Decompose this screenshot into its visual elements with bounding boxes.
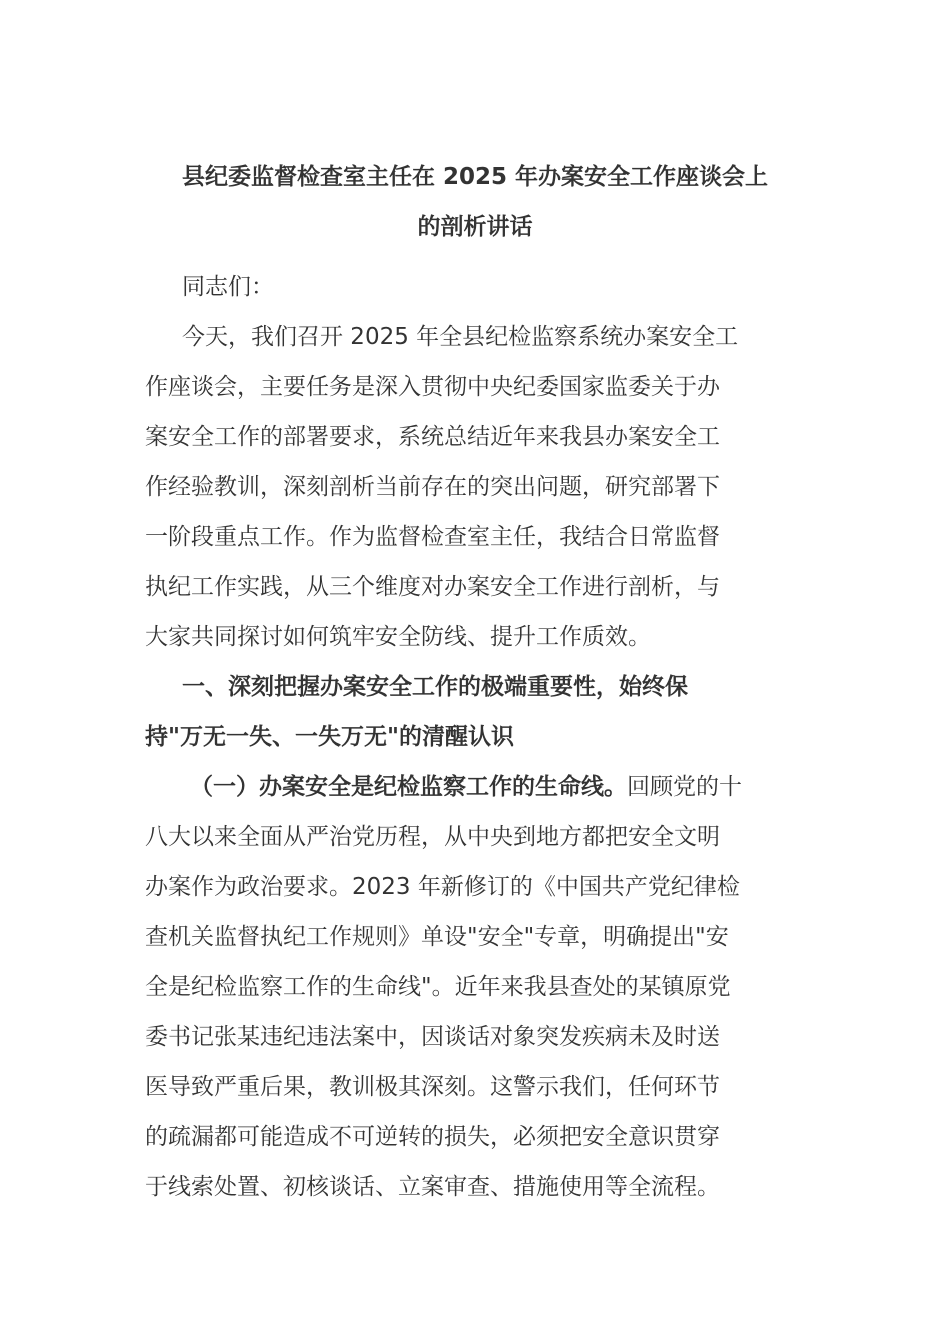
subsection-first-line-text: 回顾党的十 (627, 774, 742, 800)
title-line-1: 县纪委监督检查室主任在 2025 年办案安全工作座谈会上 (181, 164, 769, 190)
paragraph-line: 作座谈会，主要任务是深入贯彻中央纪委国家监委关于办 (145, 374, 720, 400)
paragraph-line: 的疏漏都可能造成不可逆转的损失，必须把安全意识贯穿 (145, 1124, 720, 1150)
paragraph-line: 全是纪检监察工作的生命线"。近年来我县查处的某镇原党 (145, 974, 731, 1000)
paragraph-line: 大家共同探讨如何筑牢安全防线、提升工作质效。 (145, 624, 651, 650)
intro-paragraph (145, 312, 805, 662)
paragraph-line: 案安全工作的部署要求，系统总结近年来我县办案安全工 (145, 424, 720, 450)
paragraph-line: 查机关监督执纪工作规则》单设"安全"专章，明确提出"安 (145, 924, 729, 950)
salutation-text: 同志们： (182, 274, 274, 300)
section-heading-line: 一、深刻把握办案安全工作的极端重要性，始终保 (182, 674, 688, 700)
subsection-first-line (145, 762, 805, 812)
paragraph-line: 今天，我们召开 2025 年全县纪检监察系统办案安全工 (182, 324, 739, 350)
salutation (145, 262, 805, 312)
paragraph-line: 八大以来全面从严治党历程，从中央到地方都把安全文明 (145, 824, 720, 850)
subsection-heading: （一）办案安全是纪检监察工作的生命线。 (190, 774, 627, 800)
paragraph-line: 办案作为政治要求。2023 年新修订的《中国共产党纪律检 (145, 874, 740, 900)
section-1-heading (145, 662, 805, 762)
paragraph-line: 委书记张某违纪违法案中，因谈话对象突发疾病未及时送 (145, 1024, 720, 1050)
section-heading-line: 持"万无一失、一失万无"的清醒认识 (145, 724, 514, 750)
paragraph-line: 一阶段重点工作。作为监督检查室主任，我结合日常监督 (145, 524, 720, 550)
paragraph-line: 作经验教训，深刻剖析当前存在的突出问题，研究部署下 (145, 474, 720, 500)
subsection-1-paragraph (145, 762, 805, 1212)
document-title (145, 152, 805, 252)
paragraph-line: 于线索处置、初核谈话、立案审查、措施使用等全流程。 (145, 1174, 720, 1200)
paragraph-line: 执纪工作实践，从三个维度对办案安全工作进行剖析，与 (145, 574, 720, 600)
paragraph-line: 医导致严重后果，教训极其深刻。这警示我们，任何环节 (145, 1074, 720, 1100)
title-line-2: 的剖析讲话 (417, 214, 533, 240)
